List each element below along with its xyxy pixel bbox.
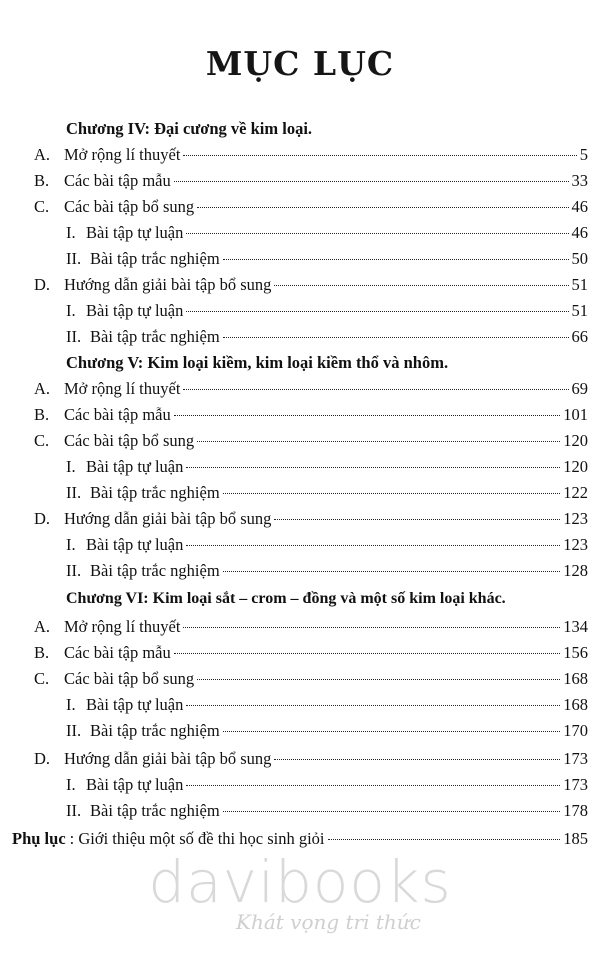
toc-entry: [34, 402, 588, 428]
toc-entry-title: Bài tập tự luận: [86, 223, 184, 242]
toc-entry-prefix: I.: [66, 775, 76, 794]
appendix-label: Phụ lục: [12, 829, 66, 848]
toc-entry-page: 120: [563, 431, 588, 450]
toc-entry-page: 173: [563, 749, 588, 768]
toc-entry-title: Các bài tập bổ sung: [64, 197, 195, 216]
chapter-heading: [66, 586, 596, 612]
toc-entry: [34, 506, 588, 532]
toc-entry: [34, 640, 588, 666]
dot-leader: [223, 731, 561, 732]
chapter-heading-text: Chương IV: Đại cương về kim loại.: [66, 119, 313, 138]
dot-leader: [174, 415, 560, 416]
dot-leader: [197, 441, 560, 442]
page-title: MỤC LỤC: [205, 44, 395, 83]
toc-entry-page: 69: [571, 379, 588, 398]
toc-entry-title: Các bài tập bổ sung: [64, 669, 195, 688]
toc-entry-prefix: B.: [34, 643, 50, 662]
toc-entry: [34, 614, 588, 640]
toc-entry-page: 5: [579, 145, 588, 164]
watermark-brand: davibooks: [148, 848, 452, 916]
toc-entry-title: Bài tập trắc nghiệm: [90, 249, 220, 268]
dot-leader: [274, 519, 560, 520]
dot-leader: [223, 259, 569, 260]
toc-entry-prefix: B.: [34, 171, 50, 190]
toc-entry-prefix: I.: [66, 695, 76, 714]
toc-entry-title: Mở rộng lí thuyết: [64, 145, 181, 164]
toc-entry-title: Bài tập trắc nghiệm: [90, 483, 220, 502]
toc-entry-title: Các bài tập mẫu: [64, 643, 171, 662]
toc-subentry: [66, 798, 588, 824]
toc-entry-page: 134: [563, 617, 588, 636]
toc-entry-prefix: A.: [34, 617, 51, 636]
dot-leader: [223, 337, 569, 338]
toc-entry: [34, 168, 588, 194]
toc-entry: [34, 272, 588, 298]
dot-leader: [183, 389, 568, 390]
dot-leader: [328, 839, 561, 840]
chapter-heading-text: Chương VI: Kim loại sắt – crom – đồng và một số kim loại khác.: [66, 590, 506, 607]
toc-entry-title: Bài tập tự luận: [86, 457, 184, 476]
toc-entry-prefix: A.: [34, 145, 51, 164]
toc-subentry: [66, 454, 588, 480]
toc-entry-prefix: I.: [66, 457, 76, 476]
toc-entry-title: Bài tập tự luận: [86, 535, 184, 554]
toc-subentry: [66, 480, 588, 506]
dot-leader: [186, 545, 560, 546]
toc-entry-page: 170: [563, 721, 588, 740]
toc-entry-title: Bài tập trắc nghiệm: [90, 561, 220, 580]
toc-subentry: [66, 298, 588, 324]
toc-entry-prefix: D.: [34, 275, 51, 294]
toc-entry-prefix: II.: [66, 801, 82, 820]
toc-subentry: [66, 220, 588, 246]
dot-leader: [274, 285, 568, 286]
toc-entry-prefix: II.: [66, 483, 82, 502]
toc-entry-prefix: C.: [34, 669, 50, 688]
toc-entry-prefix: B.: [34, 405, 50, 424]
toc-entry: [34, 746, 588, 772]
dot-leader: [223, 571, 561, 572]
toc-subentry: [66, 692, 588, 718]
appendix-page: 185: [563, 829, 588, 848]
dot-leader: [183, 627, 560, 628]
toc-entry-title: Bài tập trắc nghiệm: [90, 327, 220, 346]
chapter-heading: [66, 116, 566, 142]
dot-leader: [274, 759, 560, 760]
toc-entry-title: Hướng dẫn giải bài tập bổ sung: [64, 749, 272, 768]
toc-entry-page: 168: [563, 669, 588, 688]
dot-leader: [174, 653, 560, 654]
toc-subentry: [66, 532, 588, 558]
toc-entry-page: 46: [571, 197, 588, 216]
toc-entry-title: Bài tập trắc nghiệm: [90, 721, 220, 740]
dot-leader: [186, 233, 568, 234]
toc-entry-page: 120: [563, 457, 588, 476]
toc-subentry: [66, 324, 588, 350]
toc-entry-prefix: II.: [66, 721, 82, 740]
toc-entry-page: 122: [563, 483, 588, 502]
dot-leader: [183, 155, 576, 156]
watermark-tagline: Khát vọng tri thức: [236, 910, 421, 934]
toc-entry-page: 173: [563, 775, 588, 794]
toc-entry-title: Các bài tập mẫu: [64, 171, 171, 190]
toc-entry-prefix: II.: [66, 561, 82, 580]
toc-entry-prefix: D.: [34, 509, 51, 528]
toc-entry-title: Hướng dẫn giải bài tập bổ sung: [64, 509, 272, 528]
toc-entry-title: Bài tập tự luận: [86, 775, 184, 794]
toc-entry-page: 51: [571, 301, 588, 320]
toc-entry-title: Bài tập tự luận: [86, 695, 184, 714]
toc-entry-page: 66: [571, 327, 588, 346]
toc-subentry: [66, 772, 588, 798]
dot-leader: [186, 705, 560, 706]
dot-leader: [186, 311, 568, 312]
toc-subentry: [66, 246, 588, 272]
toc-entry-prefix: II.: [66, 327, 82, 346]
toc-entry-title: Bài tập tự luận: [86, 301, 184, 320]
toc-entry-title: Mở rộng lí thuyết: [64, 617, 181, 636]
toc-subentry: [66, 558, 588, 584]
appendix-title: : Giới thiệu một số đề thi học sinh giỏi: [69, 829, 325, 848]
toc-entry-page: 128: [563, 561, 588, 580]
toc-entry-prefix: D.: [34, 749, 51, 768]
toc-entry-page: 50: [571, 249, 588, 268]
chapter-heading-text: Chương V: Kim loại kiềm, kim loại kiềm thổ và nhôm.: [66, 353, 449, 372]
toc-subentry: [66, 718, 588, 744]
toc-entry: [34, 428, 588, 454]
toc-entry-title: Mở rộng lí thuyết: [64, 379, 181, 398]
dot-leader: [186, 785, 560, 786]
toc-entry-page: 156: [563, 643, 588, 662]
chapter-heading: [66, 350, 588, 376]
toc-entry-title: Hướng dẫn giải bài tập bổ sung: [64, 275, 272, 294]
toc-entry-prefix: A.: [34, 379, 51, 398]
toc-entry-page: 46: [571, 223, 588, 242]
toc-entry: [34, 376, 588, 402]
toc-entry-prefix: I.: [66, 223, 76, 242]
dot-leader: [197, 207, 568, 208]
toc-entry-title: Các bài tập mẫu: [64, 405, 171, 424]
dot-leader: [223, 493, 561, 494]
toc-entry-prefix: I.: [66, 301, 76, 320]
toc-entry: [34, 666, 588, 692]
toc-entry-prefix: II.: [66, 249, 82, 268]
toc-entry-title: Các bài tập bổ sung: [64, 431, 195, 450]
dot-leader: [174, 181, 569, 182]
dot-leader: [197, 679, 560, 680]
toc-entry-page: 123: [563, 535, 588, 554]
toc-entry-page: 123: [563, 509, 588, 528]
toc-entry: [34, 142, 588, 168]
toc-entry-page: 168: [563, 695, 588, 714]
toc-entry-prefix: C.: [34, 431, 50, 450]
toc-entry-prefix: C.: [34, 197, 50, 216]
toc-entry: [34, 194, 588, 220]
toc-entry-page: 33: [571, 171, 588, 190]
toc-entry-title: Bài tập trắc nghiệm: [90, 801, 220, 820]
toc-entry-page: 101: [563, 405, 588, 424]
dot-leader: [223, 811, 561, 812]
toc-entry-page: 51: [571, 275, 588, 294]
toc-entry-page: 178: [563, 801, 588, 820]
toc-entry-prefix: I.: [66, 535, 76, 554]
dot-leader: [186, 467, 560, 468]
